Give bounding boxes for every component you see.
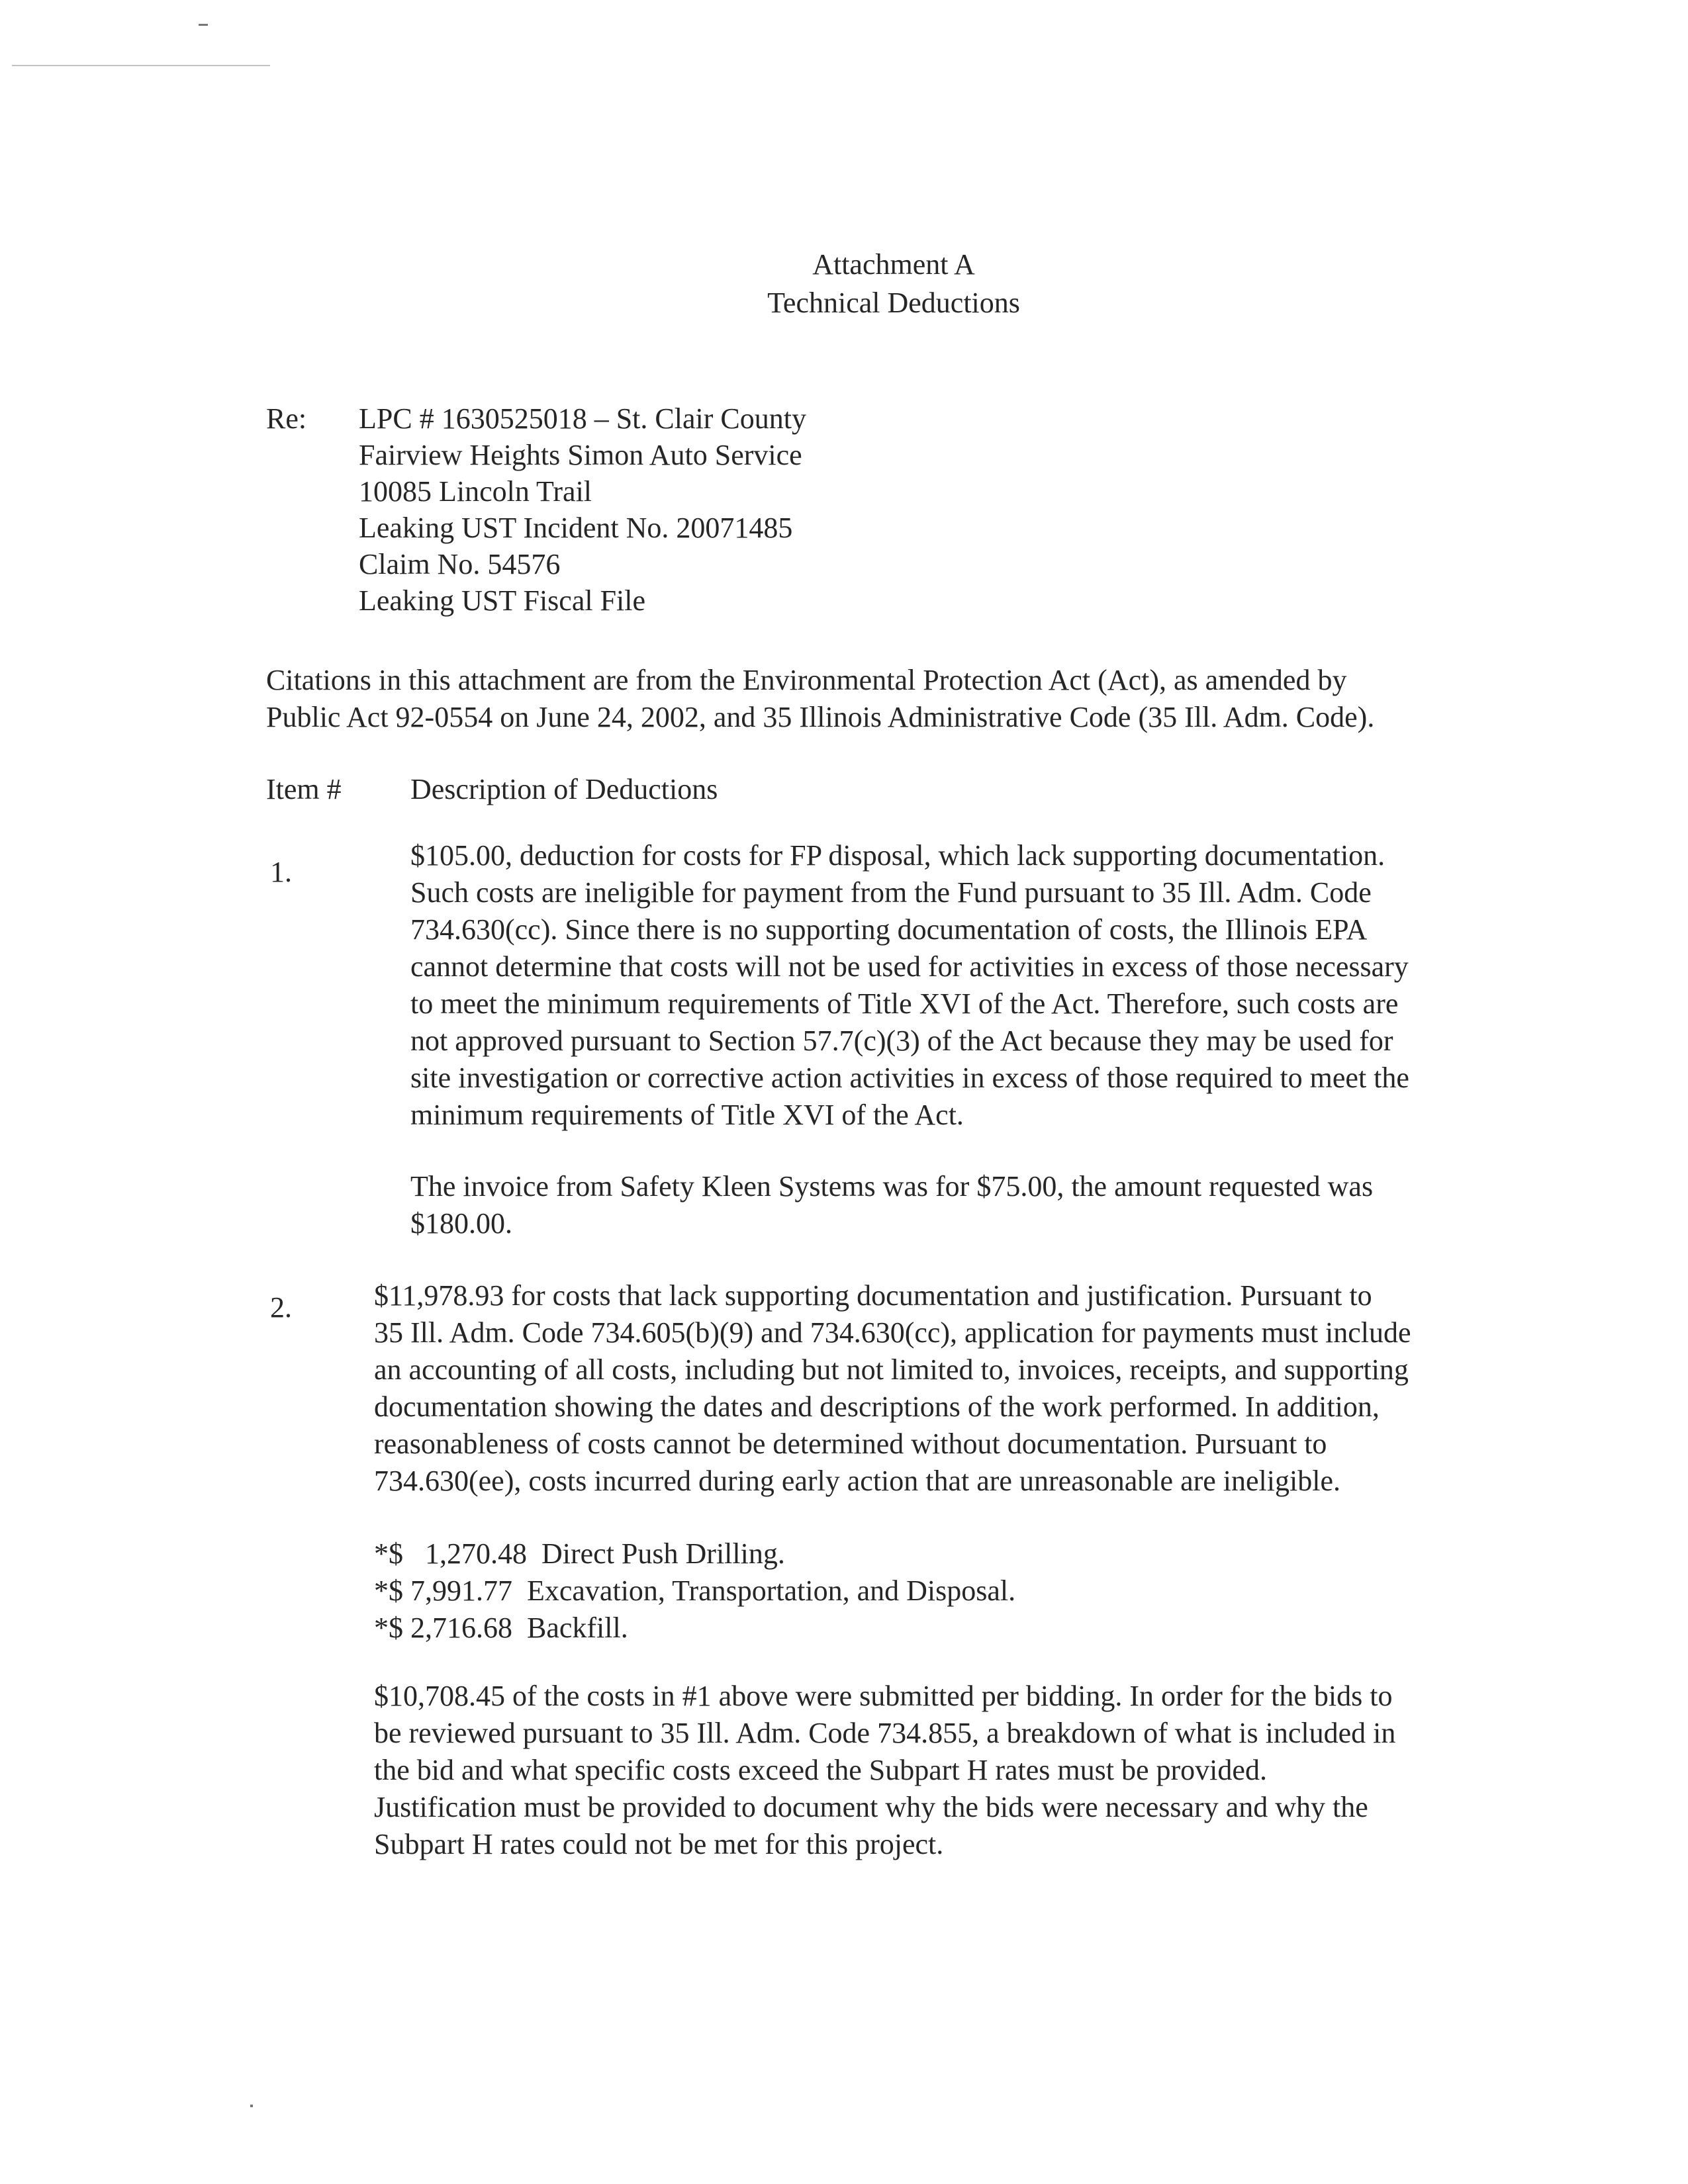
re-label: Re:	[266, 402, 307, 435]
paragraph-line: $11,978.93 for costs that lack supporting documentation and justification. Pursuant to	[374, 1279, 1372, 1312]
cost-line-backfill: *$ 2,716.68 Backfill.	[374, 1612, 628, 1644]
paragraph-line: the bid and what specific costs exceed the Subpart H rates must be provided.	[374, 1754, 1267, 1786]
citation-paragraph	[266, 662, 1458, 736]
document-title	[662, 246, 1125, 323]
paragraph-line: site investigation or corrective action activities in excess of those required to meet the	[410, 1062, 1409, 1094]
item-2-paragraph	[374, 1277, 1433, 1500]
paragraph-line: Justification must be provided to document why the bids were necessary and why the	[374, 1791, 1368, 1823]
re-line-lpc: LPC # 1630525018 – St. Clair County	[359, 402, 806, 435]
title-attachment: Attachment A	[812, 248, 975, 281]
item-1-paragraph	[410, 837, 1470, 1134]
paragraph-line: $180.00.	[410, 1207, 512, 1240]
re-line-incident: Leaking UST Incident No. 20071485	[359, 512, 793, 544]
paragraph-line: documentation showing the dates and descriptions of the work performed. In addition,	[374, 1390, 1380, 1423]
paragraph-line: 35 Ill. Adm. Code 734.605(b)(9) and 734.630(cc), application for payments must include	[374, 1316, 1411, 1349]
cost-line-drilling: *$ 1,270.48 Direct Push Drilling.	[374, 1537, 785, 1570]
paragraph-line: Such costs are ineligible for payment from the Fund pursuant to 35 Ill. Adm. Code	[410, 876, 1372, 909]
re-line-file: Leaking UST Fiscal File	[359, 584, 646, 617]
paragraph-line: cannot determine that costs will not be used for activities in excess of those necessary	[410, 950, 1409, 983]
re-line-site: Fairview Heights Simon Auto Service	[359, 439, 802, 471]
paragraph-line: an accounting of all costs, including but not limited to, invoices, receipts, and supporting	[374, 1353, 1409, 1386]
item-1-invoice-note	[410, 1168, 1470, 1242]
paragraph-line: 734.630(ee), costs incurred during early action that are unreasonable are ineligible.	[374, 1465, 1340, 1497]
citation-line: Citations in this attachment are from the Environmental Protection Act (Act), as amended by	[266, 664, 1347, 696]
paragraph-line: $10,708.45 of the costs in #1 above were submitted per bidding. In order for the bids to	[374, 1680, 1393, 1712]
scan-artifact-dot	[250, 2105, 253, 2107]
re-line-claim: Claim No. 54576	[359, 548, 561, 580]
item-2-cost-list	[374, 1535, 1433, 1647]
title-subject: Technical Deductions	[767, 287, 1020, 319]
paragraph-line: Subpart H rates could not be met for this project.	[374, 1828, 944, 1860]
item-2-bidding-note	[374, 1678, 1433, 1863]
cost-line-excavation: *$ 7,991.77 Excavation, Transportation, and Disposal.	[374, 1574, 1016, 1607]
paragraph-line: 734.630(cc). Since there is no supporting documentation of costs, the Illinois EPA	[410, 913, 1368, 946]
paragraph-line: reasonableness of costs cannot be determined without documentation. Pursuant to	[374, 1428, 1327, 1460]
paragraph-line: not approved pursuant to Section 57.7(c)(3) of the Act because they may be used for	[410, 1024, 1393, 1057]
scan-artifact-line	[12, 65, 270, 66]
paragraph-line: The invoice from Safety Kleen Systems was for $75.00, the amount requested was	[410, 1170, 1374, 1203]
paragraph-line: be reviewed pursuant to 35 Ill. Adm. Code 734.855, a breakdown of what is included in	[374, 1717, 1396, 1749]
item-number-header: Item #	[266, 773, 342, 805]
paragraph-line: minimum requirements of Title XVI of the Act.	[410, 1099, 964, 1131]
citation-line: Public Act 92-0554 on June 24, 2002, and 35 Illinois Administrative Code (35 Ill. Adm. Code).	[266, 701, 1375, 733]
scan-artifact-dash	[199, 24, 208, 26]
item-description-header: Description of Deductions	[410, 773, 718, 805]
paragraph-line: $105.00, deduction for costs for FP disposal, which lack supporting documentation.	[410, 839, 1385, 872]
re-block	[359, 400, 806, 619]
item-1-number: 1.	[270, 856, 292, 888]
re-line-address: 10085 Lincoln Trail	[359, 475, 592, 508]
paragraph-line: to meet the minimum requirements of Title XVI of the Act. Therefore, such costs are	[410, 987, 1399, 1020]
item-2-number: 2.	[270, 1291, 292, 1324]
